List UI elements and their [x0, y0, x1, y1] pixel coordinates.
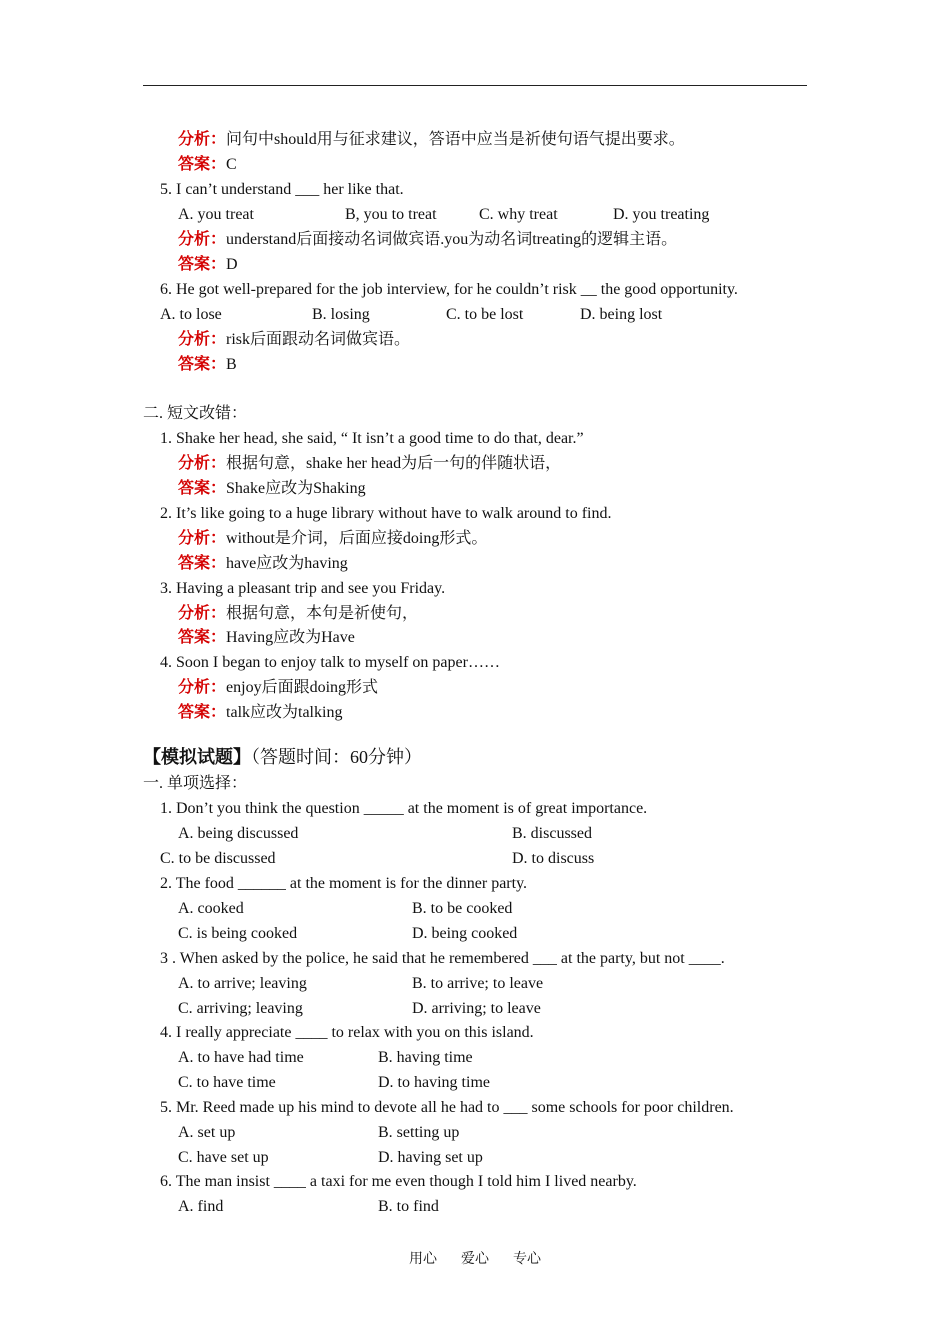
option: C. to be lost	[446, 306, 524, 323]
question-stem: 5. I can’t understand ___ her like that.	[160, 181, 404, 198]
option: D. having set up	[378, 1149, 483, 1166]
analysis-label: 分析：	[178, 455, 227, 472]
answer-line: 答案：have应改为having	[178, 555, 348, 572]
answer-line: 答案：Shake应改为Shaking	[178, 480, 366, 497]
analysis-line: 分析：根据句意，本句是祈使句，	[178, 605, 419, 622]
question-stem: 6. He got well-prepared for the job interview, for he couldn’t risk __ the good opportunity.	[160, 281, 738, 298]
answer-line: 答案：Having应改为Have	[178, 629, 355, 646]
question-stem: 6. The man insist ____ a taxi for me even though I told him I lived nearby.	[160, 1173, 637, 1190]
section-heading: 二. 短文改错：	[143, 405, 248, 422]
option: C. to be discussed	[160, 850, 276, 867]
question-stem: 3 . When asked by the police, he said that he remembered ___ at the party, but not ____.	[160, 950, 725, 967]
question-stem: 4. I really appreciate ____ to relax with you on this island.	[160, 1024, 534, 1041]
analysis-line: 分析：问句中should用与征求建议，答语中应当是祈使句语气提出要求。	[178, 131, 685, 148]
option: D. you treating	[613, 206, 710, 223]
analysis-line: 分析：risk后面跟动名词做宾语。	[178, 331, 411, 348]
option: C. arriving; leaving	[178, 1000, 303, 1017]
section-heading: 一. 单项选择：	[143, 775, 248, 792]
option: A. to lose	[160, 306, 222, 323]
question-stem: 3. Having a pleasant trip and see you Friday.	[160, 580, 446, 597]
option: D. being lost	[580, 306, 663, 323]
answer-label: 答案：	[178, 704, 227, 721]
option: B, you to treat	[345, 206, 437, 223]
answer-label: 答案：	[178, 356, 227, 373]
option: B. to be cooked	[412, 900, 513, 917]
option: A. being discussed	[178, 825, 299, 842]
option: B. to find	[378, 1198, 439, 1215]
option: D. to having time	[378, 1074, 490, 1091]
option: C. is being cooked	[178, 925, 298, 942]
option: D. arriving; to leave	[412, 1000, 541, 1017]
answer-line: 答案：B	[178, 356, 237, 373]
analysis-line: 分析：根据句意，shake her head为后一句的伴随状语，	[178, 455, 562, 472]
answer-line: 答案：C	[178, 156, 237, 173]
option: D. being cooked	[412, 925, 518, 942]
question-stem: 2. The food ______ at the moment is for the dinner party.	[160, 875, 528, 892]
option: C. have set up	[178, 1149, 269, 1166]
analysis-label: 分析：	[178, 605, 227, 622]
question-stem: 1. Shake her head, she said, “ It isn’t a good time to do that, dear.”	[160, 430, 584, 447]
answer-label: 答案：	[178, 156, 227, 173]
option: A. set up	[178, 1124, 236, 1141]
analysis-label: 分析：	[178, 331, 227, 348]
option: B. losing	[312, 306, 370, 323]
answer-line: 答案：D	[178, 256, 238, 273]
answer-label: 答案：	[178, 555, 227, 572]
question-stem: 4. Soon I began to enjoy talk to myself on paper……	[160, 654, 500, 671]
option: B. having time	[378, 1049, 473, 1066]
option: B. discussed	[512, 825, 592, 842]
answer-label: 答案：	[178, 629, 227, 646]
page-footer: 用心 爱心 专心	[409, 1252, 541, 1267]
option: A. find	[178, 1198, 224, 1215]
analysis-line: 分析：understand后面接动名词做宾语.you为动名词treating的逻辑主语。	[178, 231, 678, 248]
option: B. setting up	[378, 1124, 460, 1141]
option: A. to arrive; leaving	[178, 975, 307, 992]
analysis-label: 分析：	[178, 679, 227, 696]
answer-label: 答案：	[178, 480, 227, 497]
analysis-label: 分析：	[178, 530, 227, 547]
option: C. why treat	[479, 206, 558, 223]
answer-line: 答案：talk应改为talking	[178, 704, 343, 721]
analysis-label: 分析：	[178, 131, 227, 148]
header-rule	[143, 85, 807, 86]
option: A. cooked	[178, 900, 244, 917]
option: A. to have had time	[178, 1049, 304, 1066]
question-stem: 2. It’s like going to a huge library without have to walk around to find.	[160, 505, 612, 522]
option: C. to have time	[178, 1074, 276, 1091]
analysis-line: 分析：enjoy后面跟doing形式	[178, 679, 379, 696]
question-stem: 5. Mr. Reed made up his mind to devote all he had to ___ some schools for poor children.	[160, 1099, 734, 1116]
question-stem: 1. Don’t you think the question _____ at the moment is of great importance.	[160, 800, 648, 817]
answer-label: 答案：	[178, 256, 227, 273]
option: B. to arrive; to leave	[412, 975, 544, 992]
analysis-label: 分析：	[178, 231, 227, 248]
option: A. you treat	[178, 206, 254, 223]
mock-heading: 【模拟试题】（答题时间：60分钟）	[143, 747, 422, 767]
analysis-line: 分析：without是介词，后面应接doing形式。	[178, 530, 488, 547]
option: D. to discuss	[512, 850, 595, 867]
